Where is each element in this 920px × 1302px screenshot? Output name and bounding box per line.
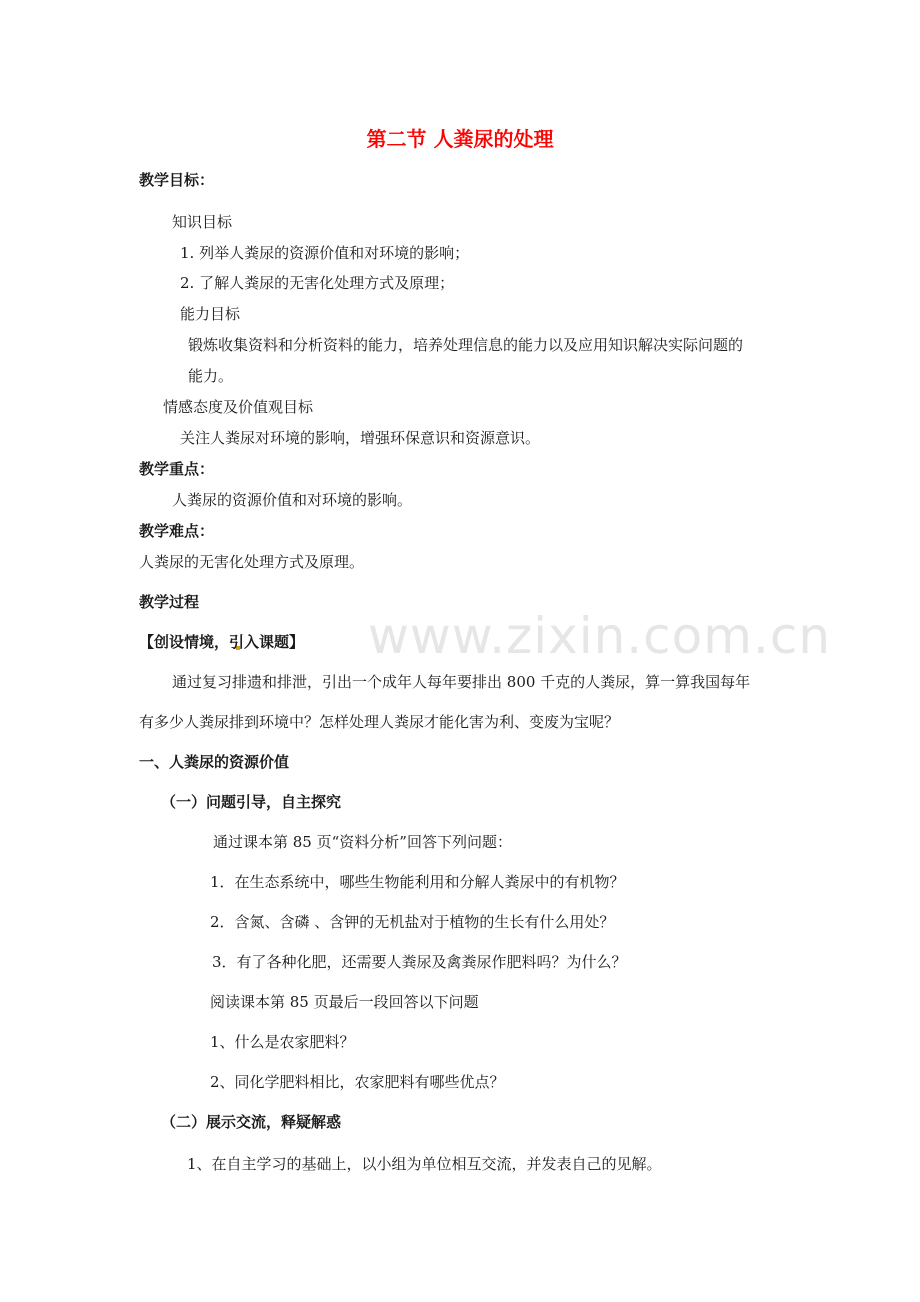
- difficulty-heading: 教学难点：: [139, 522, 215, 540]
- emotion-heading: 情感态度及价值观目标: [163, 398, 314, 416]
- question-2: 2．含氮、含磷 、含钾的无机盐对于植物的生长有什么用处？: [210, 913, 615, 931]
- subsection1-intro: 通过课本第 85 页“资料分析”回答下列问题：: [213, 833, 512, 851]
- knowledge-item-1: 1. 列举人粪尿的资源价值和对环境的影响；: [180, 244, 470, 262]
- question-1: 1．在生态系统中，哪些生物能利用和分解人粪尿中的有机物？: [210, 873, 625, 891]
- subsection1-heading: （一）问题引导，自主探究: [161, 793, 342, 811]
- emotion-text: 关注人粪尿对环境的影响，增强环保意识和资源意识。: [180, 429, 541, 447]
- watermark: www.zixin.com.cn: [368, 607, 832, 665]
- knowledge-item-2: 2. 了解人粪尿的无害化处理方式及原理；: [180, 274, 455, 292]
- page-title: 第二节 人粪尿的处理: [366, 127, 554, 151]
- knowledge-heading: 知识目标: [172, 213, 233, 231]
- ability-heading: 能力目标: [180, 305, 241, 323]
- subsection2-heading: （二）展示交流，释疑解惑: [161, 1113, 342, 1131]
- intro-heading: 【创设情境，引入课题】: [139, 633, 305, 651]
- reading-question-1: 1、什么是农家肥料？: [210, 1033, 355, 1051]
- goals-heading: 教学目标：: [139, 171, 215, 189]
- difficulty-text: 人粪尿的无害化处理方式及原理。: [139, 553, 365, 571]
- subsection2-item-1: 1、在自主学习的基础上，以小组为单位相互交流，并发表自己的见解。: [187, 1155, 662, 1173]
- intro-text-line-1: 通过复习排遗和排泄，引出一个成年人每年要排出 800 千克的人粪尿，算一算我国每年: [172, 673, 751, 691]
- reading-intro: 阅读课本第 85 页最后一段回答以下问题: [210, 993, 479, 1011]
- process-heading: 教学过程: [139, 593, 200, 611]
- section1-heading: 一、人粪尿的资源价值: [139, 753, 290, 771]
- question-3: 3．有了各种化肥，还需要人粪尿及禽粪尿作肥料吗？为什么？: [212, 953, 627, 971]
- ability-text-line-2: 能力。: [188, 367, 234, 385]
- key-text: 人粪尿的资源价值和对环境的影响。: [172, 491, 413, 509]
- ability-text-line-1: 锻炼收集资料和分析资料的能力，培养处理信息的能力以及应用知识解决实际问题的: [188, 336, 744, 354]
- reading-question-2: 2、同化学肥料相比，农家肥料有哪些优点？: [210, 1073, 505, 1091]
- intro-text-line-2: 有多少人粪尿排到环境中？怎样处理人粪尿才能化害为利、变废为宝呢？: [139, 713, 620, 731]
- key-heading: 教学重点：: [139, 460, 215, 478]
